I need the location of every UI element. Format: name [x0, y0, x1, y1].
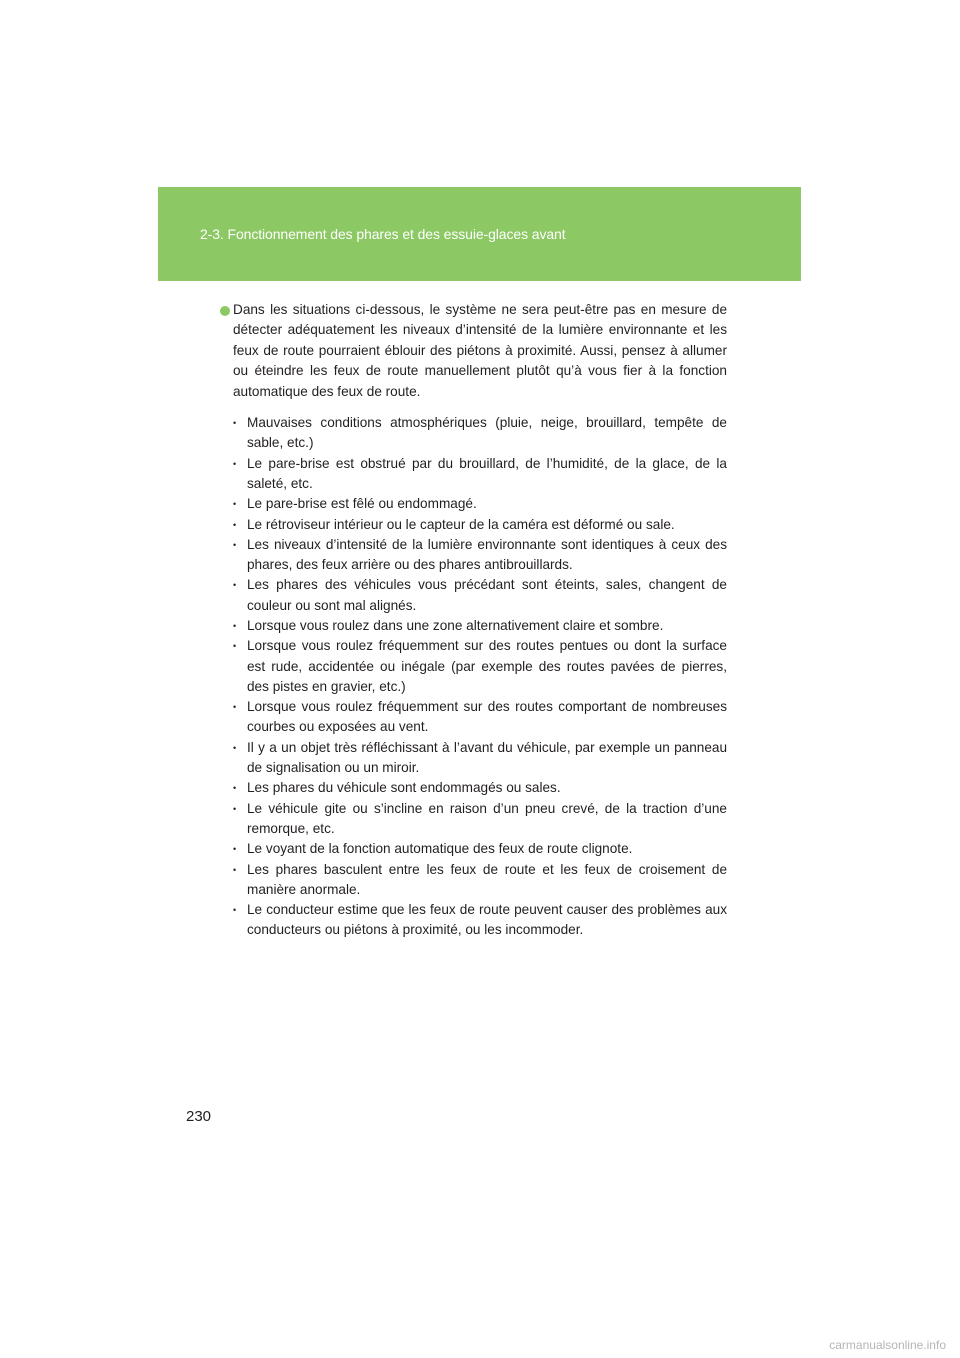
list-item: • Les phares des véhicules vous précédant sont éteints, sales, changent de couleur ou sont mal alignés. — [233, 575, 727, 616]
watermark-link[interactable]: carmanualsonline.info — [829, 1338, 946, 1352]
page-number: 230 — [186, 1108, 212, 1125]
section-title: 2-3. Fonctionnement des phares et des essuie-glaces avant — [200, 226, 566, 242]
list-item: • Le voyant de la fonction automatique des feux de route clignote. — [233, 839, 727, 859]
green-circle-bullet-icon — [220, 306, 230, 316]
list-item: • Les phares basculent entre les feux de route et les feux de croisement de manière anormale. — [233, 860, 727, 901]
list-item: • Le véhicule gite ou s’incline en raison d’un pneu crevé, de la traction d’une remorque, etc. — [233, 799, 727, 840]
list-item: • Le pare-brise est fêlé ou endommagé. — [233, 494, 727, 514]
intro-paragraph — [220, 300, 727, 402]
list-item: • Le rétroviseur intérieur ou le capteur de la caméra est déformé ou sale. — [233, 515, 727, 535]
list-item: • Le conducteur estime que les feux de route peuvent causer des problèmes aux conducteurs ou piétons à proximité, ou les incommoder. — [233, 900, 727, 941]
situation-list — [220, 413, 727, 941]
list-item: • Il y a un objet très réfléchissant à l’avant du véhicule, par exemple un panneau de signalisation ou un miroir. — [233, 738, 727, 779]
list-item: • Lorsque vous roulez dans une zone alternativement claire et sombre. — [233, 616, 727, 636]
list-item: • Lorsque vous roulez fréquemment sur des routes comportant de nombreuses courbes ou exposées au vent. — [233, 697, 727, 738]
list-item: • Lorsque vous roulez fréquemment sur des routes pentues ou dont la surface est rude, accidentée ou inégale (par exemple des routes pavées de pierres, des pistes en gravier, etc.) — [233, 636, 727, 697]
main-content — [220, 300, 727, 941]
list-item: • Le pare-brise est obstrué par du brouillard, de l’humidité, de la glace, de la saleté, etc. — [233, 454, 727, 495]
section-header-band — [158, 187, 801, 281]
list-item: • Les niveaux d’intensité de la lumière environnante sont identiques à ceux des phares, des feux arrière ou des phares antibrouillards. — [233, 535, 727, 576]
list-item: • Mauvaises conditions atmosphériques (pluie, neige, brouillard, tempête de sable, etc.) — [233, 413, 727, 454]
list-item: • Les phares du véhicule sont endommagés ou sales. — [233, 778, 727, 798]
intro-text: Dans les situations ci-dessous, le système ne sera peut-être pas en mesure de détecter adéquatement les niveaux d’intensité de la lumière environnante et les feux de route pourraient éblouir des piétons à proximité. Aussi, pensez à allumer ou éteindre les feux de route manuellement plutôt qu’à vous fier à la fonction automatique des feux de route. — [233, 302, 727, 399]
